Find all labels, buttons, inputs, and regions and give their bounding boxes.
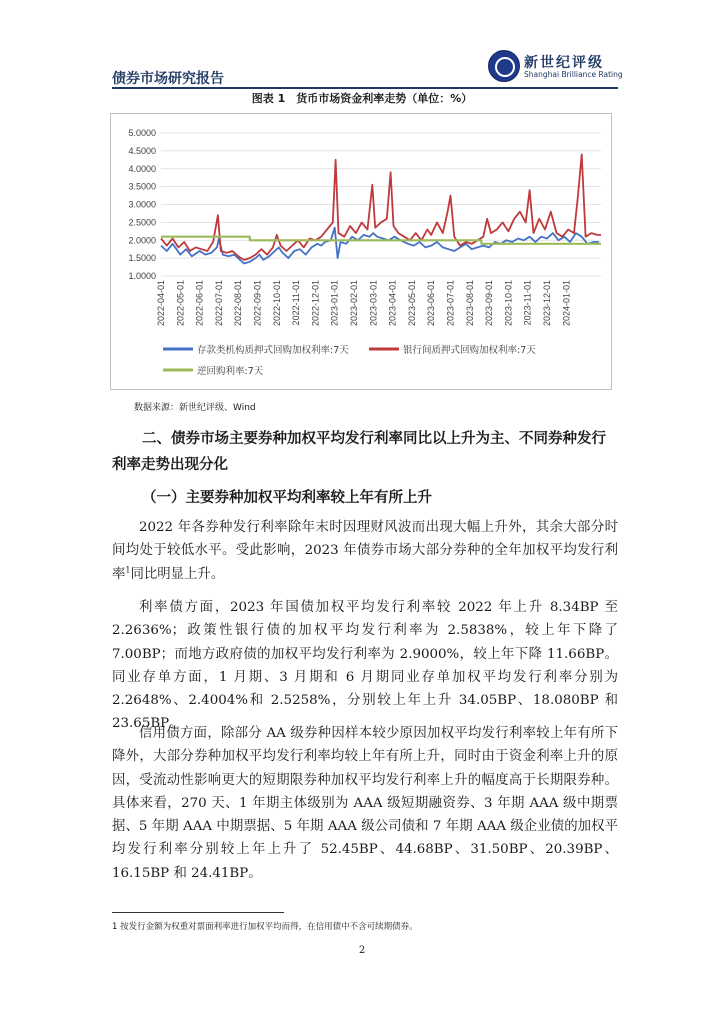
section-heading: 二、债券市场主要券种加权平均发行利率同比以上升为主、不同券种发行利率走势出现分化 bbox=[112, 431, 606, 473]
x-tick-label: 2023-12-01 bbox=[541, 280, 552, 327]
y-tick-label: 5.0000 bbox=[128, 128, 156, 138]
x-tick-label: 2022-12-01 bbox=[310, 280, 321, 327]
x-tick-label: 2022-10-01 bbox=[271, 280, 282, 327]
logo-chinese-name: 新世纪评级 bbox=[524, 55, 604, 71]
paragraph-1 bbox=[112, 516, 618, 586]
figure-source: 数据来源：新世纪评级、Wind bbox=[134, 403, 256, 413]
x-tick-label: 2023-11-01 bbox=[522, 280, 533, 326]
footnote: 1 按发行金额为权重对票面利率进行加权平均而得，在信用债中不含可续期债券。 bbox=[112, 922, 418, 932]
x-tick-label: 2024-01-01 bbox=[561, 280, 572, 327]
x-tick-label: 2022-07-01 bbox=[213, 280, 224, 327]
subsection-heading: （一）主要券种加权平均利率较上年有所上升 bbox=[142, 490, 432, 506]
footnote-divider bbox=[112, 912, 284, 913]
paragraph-3: 信用债方面，除部分 AA 级券种因样本较少原因加权平均发行利率较上年有所下降外，大部分券种加权平均发行利率均较上年有所上升，同时由于资金利率上升的原因，受流动性影响更大的短期限券种加权平均发行利率上升的幅度高于长期限券种。具体来看，270 天、1 年期主体级别为 AAA 级短期融资券、3 年期 AAA 级中期票据、5 年期 AAA 中期票据、5 年期 AAA 级公司债和 7 年期 AAA 级企业债的加权平均发行利率分别较上年上升了 52.45BP、44.68BP、31.50BP、20.39BP、16.15BP 和 24.41BP。 bbox=[112, 726, 618, 881]
x-tick-label: 2022-11-01 bbox=[291, 280, 302, 326]
legend-label: 存款类机构质押式回购加权利率:7天 bbox=[197, 345, 349, 356]
report-title: 债券市场研究报告 bbox=[112, 71, 224, 87]
x-tick-label: 2022-09-01 bbox=[252, 280, 263, 327]
y-tick-label: 1.0000 bbox=[128, 271, 156, 281]
chart-svg bbox=[111, 114, 613, 391]
x-tick-label: 2023-04-01 bbox=[387, 280, 398, 327]
legend-label: 逆回购利率:7天 bbox=[197, 366, 264, 377]
x-tick-label: 2023-05-01 bbox=[406, 280, 417, 327]
rate-chart bbox=[110, 113, 612, 390]
x-tick-label: 2023-01-01 bbox=[329, 280, 340, 327]
footnote-marker[interactable]: 1 bbox=[125, 565, 131, 575]
y-tick-label: 4.5000 bbox=[128, 145, 156, 156]
paragraph-2: 利率债方面，2023 年国债加权平均发行利率较 2022 年上升 8.34BP 至 2.2636%；政策性银行债的加权平均发行利率为 2.5838%，较上年下降了 7.00BP；而地方政府债的加权平均发行利率为 2.9000%，较上年下降 11.66BP。同业存单方面，1 月期、3 月期和 6 月期同业存单加权平均发行利率分别为 2.2648%、2.4004%和 2.5258%，分别较上年上升 34.05BP、18.080BP 和 23.65BP。 bbox=[112, 600, 618, 732]
y-tick-label: 2.5000 bbox=[128, 217, 156, 228]
y-tick-label: 3.5000 bbox=[128, 181, 156, 192]
header-divider bbox=[112, 87, 618, 89]
company-logo bbox=[488, 50, 623, 84]
x-tick-label: 2023-10-01 bbox=[503, 280, 514, 327]
y-tick-label: 1.5000 bbox=[128, 253, 156, 264]
paragraph-1-text: 2022 年各券种发行利率除年末时因理财风波而出现大幅上升外，其余大部分时间均处于较低水平。受此影响，2023 年债券市场大部分券种的全年加权平均发行利率 bbox=[112, 520, 618, 582]
x-tick-label: 2022-05-01 bbox=[175, 280, 186, 327]
logo-english-name: Shanghai Brilliance Rating bbox=[524, 70, 623, 79]
logo-emblem-icon bbox=[488, 50, 520, 82]
page-number: 2 bbox=[358, 945, 366, 956]
x-tick-label: 2023-03-01 bbox=[368, 280, 379, 327]
paragraph-1-tail: 同比明显上升。 bbox=[130, 566, 225, 582]
x-tick-label: 2023-02-01 bbox=[348, 280, 359, 327]
x-tick-label: 2022-04-01 bbox=[156, 280, 166, 327]
y-tick-label: 2.0000 bbox=[128, 235, 156, 246]
figure-title: 图表 1 货币市场资金利率走势（单位：%） bbox=[251, 92, 473, 105]
x-tick-label: 2023-09-01 bbox=[484, 280, 495, 327]
x-tick-label: 2023-06-01 bbox=[426, 280, 437, 327]
x-tick-label: 2023-07-01 bbox=[445, 280, 456, 327]
y-tick-label: 3.0000 bbox=[128, 199, 156, 210]
legend-label: 银行间质押式回购加权利率:7天 bbox=[403, 345, 536, 356]
x-tick-label: 2023-08-01 bbox=[464, 280, 475, 327]
x-tick-label: 2022-06-01 bbox=[194, 280, 205, 327]
y-tick-label: 4.0000 bbox=[128, 163, 156, 174]
x-tick-label: 2022-08-01 bbox=[233, 280, 244, 327]
